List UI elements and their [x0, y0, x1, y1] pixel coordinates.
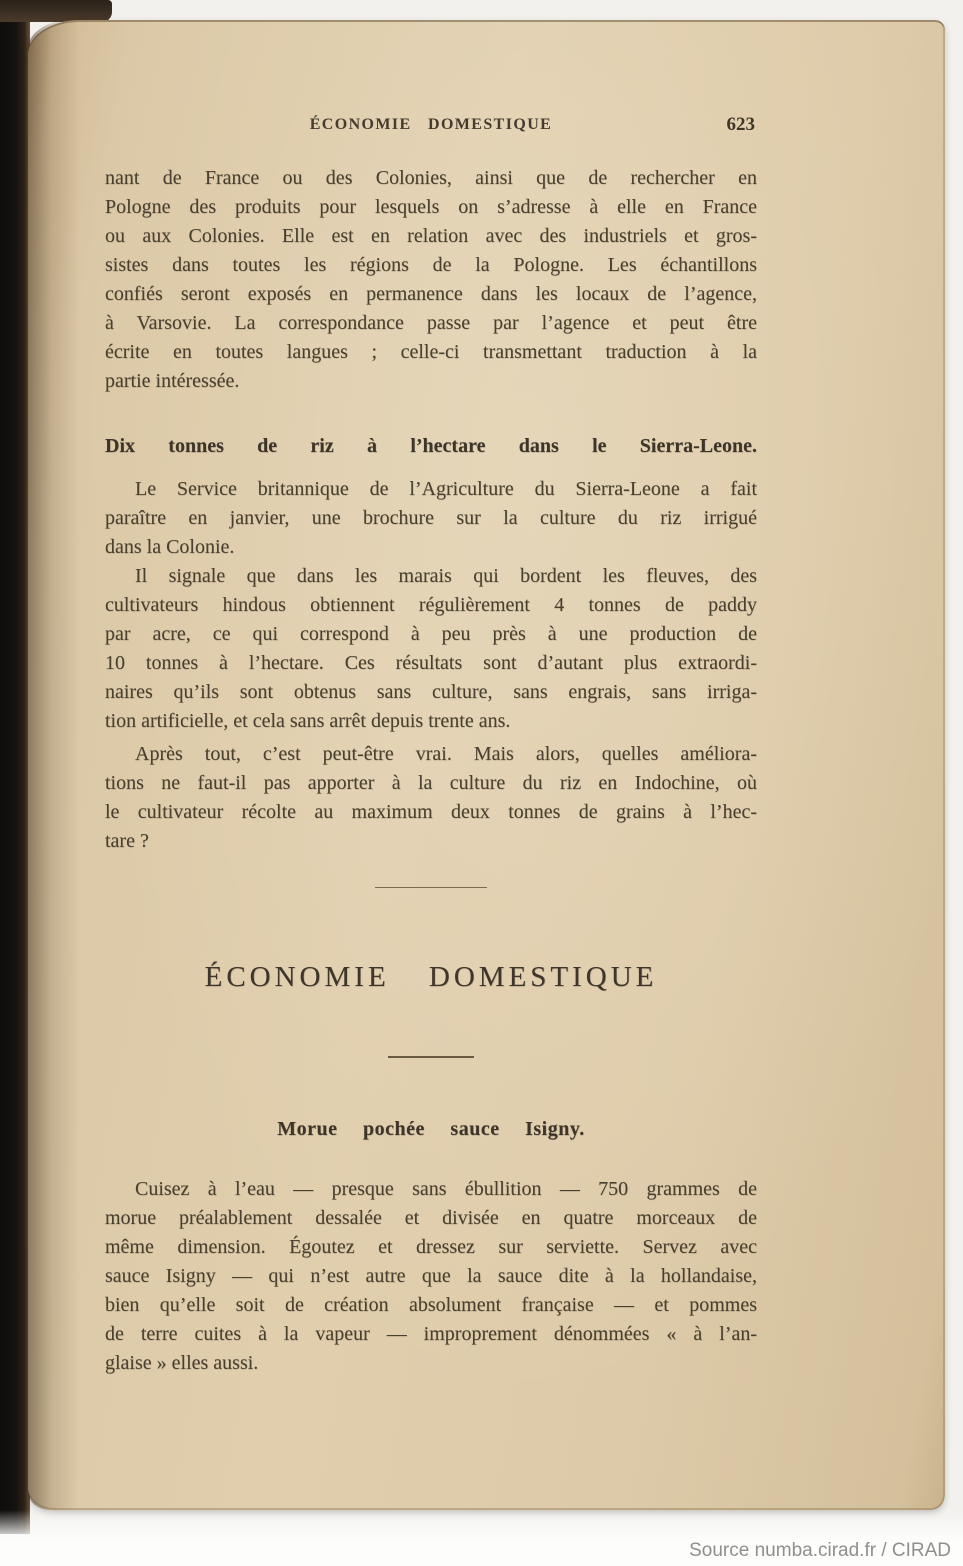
source-credit: Source numba.cirad.fr / CIRAD: [689, 1540, 951, 1561]
book-top-edge: [0, 0, 112, 22]
scan-footer: [0, 1510, 963, 1566]
running-header: ÉCONOMIE DOMESTIQUE: [309, 116, 553, 133]
article-heading-rice: Dix tonnes de riz à l’hectare dans le Sierra-Leone.: [105, 435, 757, 457]
running-header-row: [105, 116, 757, 140]
paragraph-continuation: nant de France ou des Colonies, ainsi que de rechercher en Pologne des produits pour lesquels on s’adresse à elle en France ou aux Colonies. Elle est en relation avec des industriels et gros- sistes dans toutes les régions de la Pologne. Les échantillons confiés seront exposés en permanence dans les locaux de l’agence, à Varsovie. La correspondance passe par l’agence et peut être écrite en toutes langues ; celle-ci transmettant traduction à la partie intéressée.: [105, 167, 757, 392]
book-page: [28, 20, 945, 1510]
title-divider: [388, 1056, 474, 1058]
article-heading-recipe: Morue pochée sauce Isigny.: [277, 1118, 585, 1140]
book-spine: [0, 0, 30, 1534]
page-content: [105, 116, 757, 1378]
page-number: 623: [726, 114, 755, 135]
paragraph-rice-1: Le Service britannique de l’Agriculture du Sierra-Leone a fait paraître en janvier, une brochure sur la culture du riz irrigué dans la Colonie.: [105, 478, 757, 558]
paragraph-rice-3: Après tout, c’est peut-être vrai. Mais alors, quelles améliora- tions ne faut-il pas apporter à la culture du riz en Indochine, où le cultivateur récolte au maximum deux tonnes de grains à l’hec- tare ?: [105, 743, 757, 852]
paragraph-recipe: Cuisez à l’eau — presque sans ébullition — 750 grammes de morue préalablement dessalée et divisée en quatre morceaux de même dimension. Égoutez et dressez sur serviette. Servez avec sauce Isigny — qui n’est autre que la sauce dite à la hollandaise, bien qu’elle soit de création absolument française — et pommes de terre cuites à la vapeur — improprement dénommées « à l’an- glaise » elles aussi.: [105, 1178, 757, 1374]
section-divider: [375, 887, 487, 888]
paragraph-rice-2: Il signale que dans les marais qui bordent les fleuves, des cultivateurs hindous obtiennent régulièrement 4 tonnes de paddy par acre, ce qui correspond à peu près à une production de 10 tonnes à l’hectare. Ces résultats sont d’autant plus extraordi- naires qu’ils sont obtenus sans culture, sans engrais, sans irriga- tion artificielle, et cela sans arrêt depuis trente ans.: [105, 565, 757, 732]
section-title: ÉCONOMIE DOMESTIQUE: [204, 961, 658, 993]
